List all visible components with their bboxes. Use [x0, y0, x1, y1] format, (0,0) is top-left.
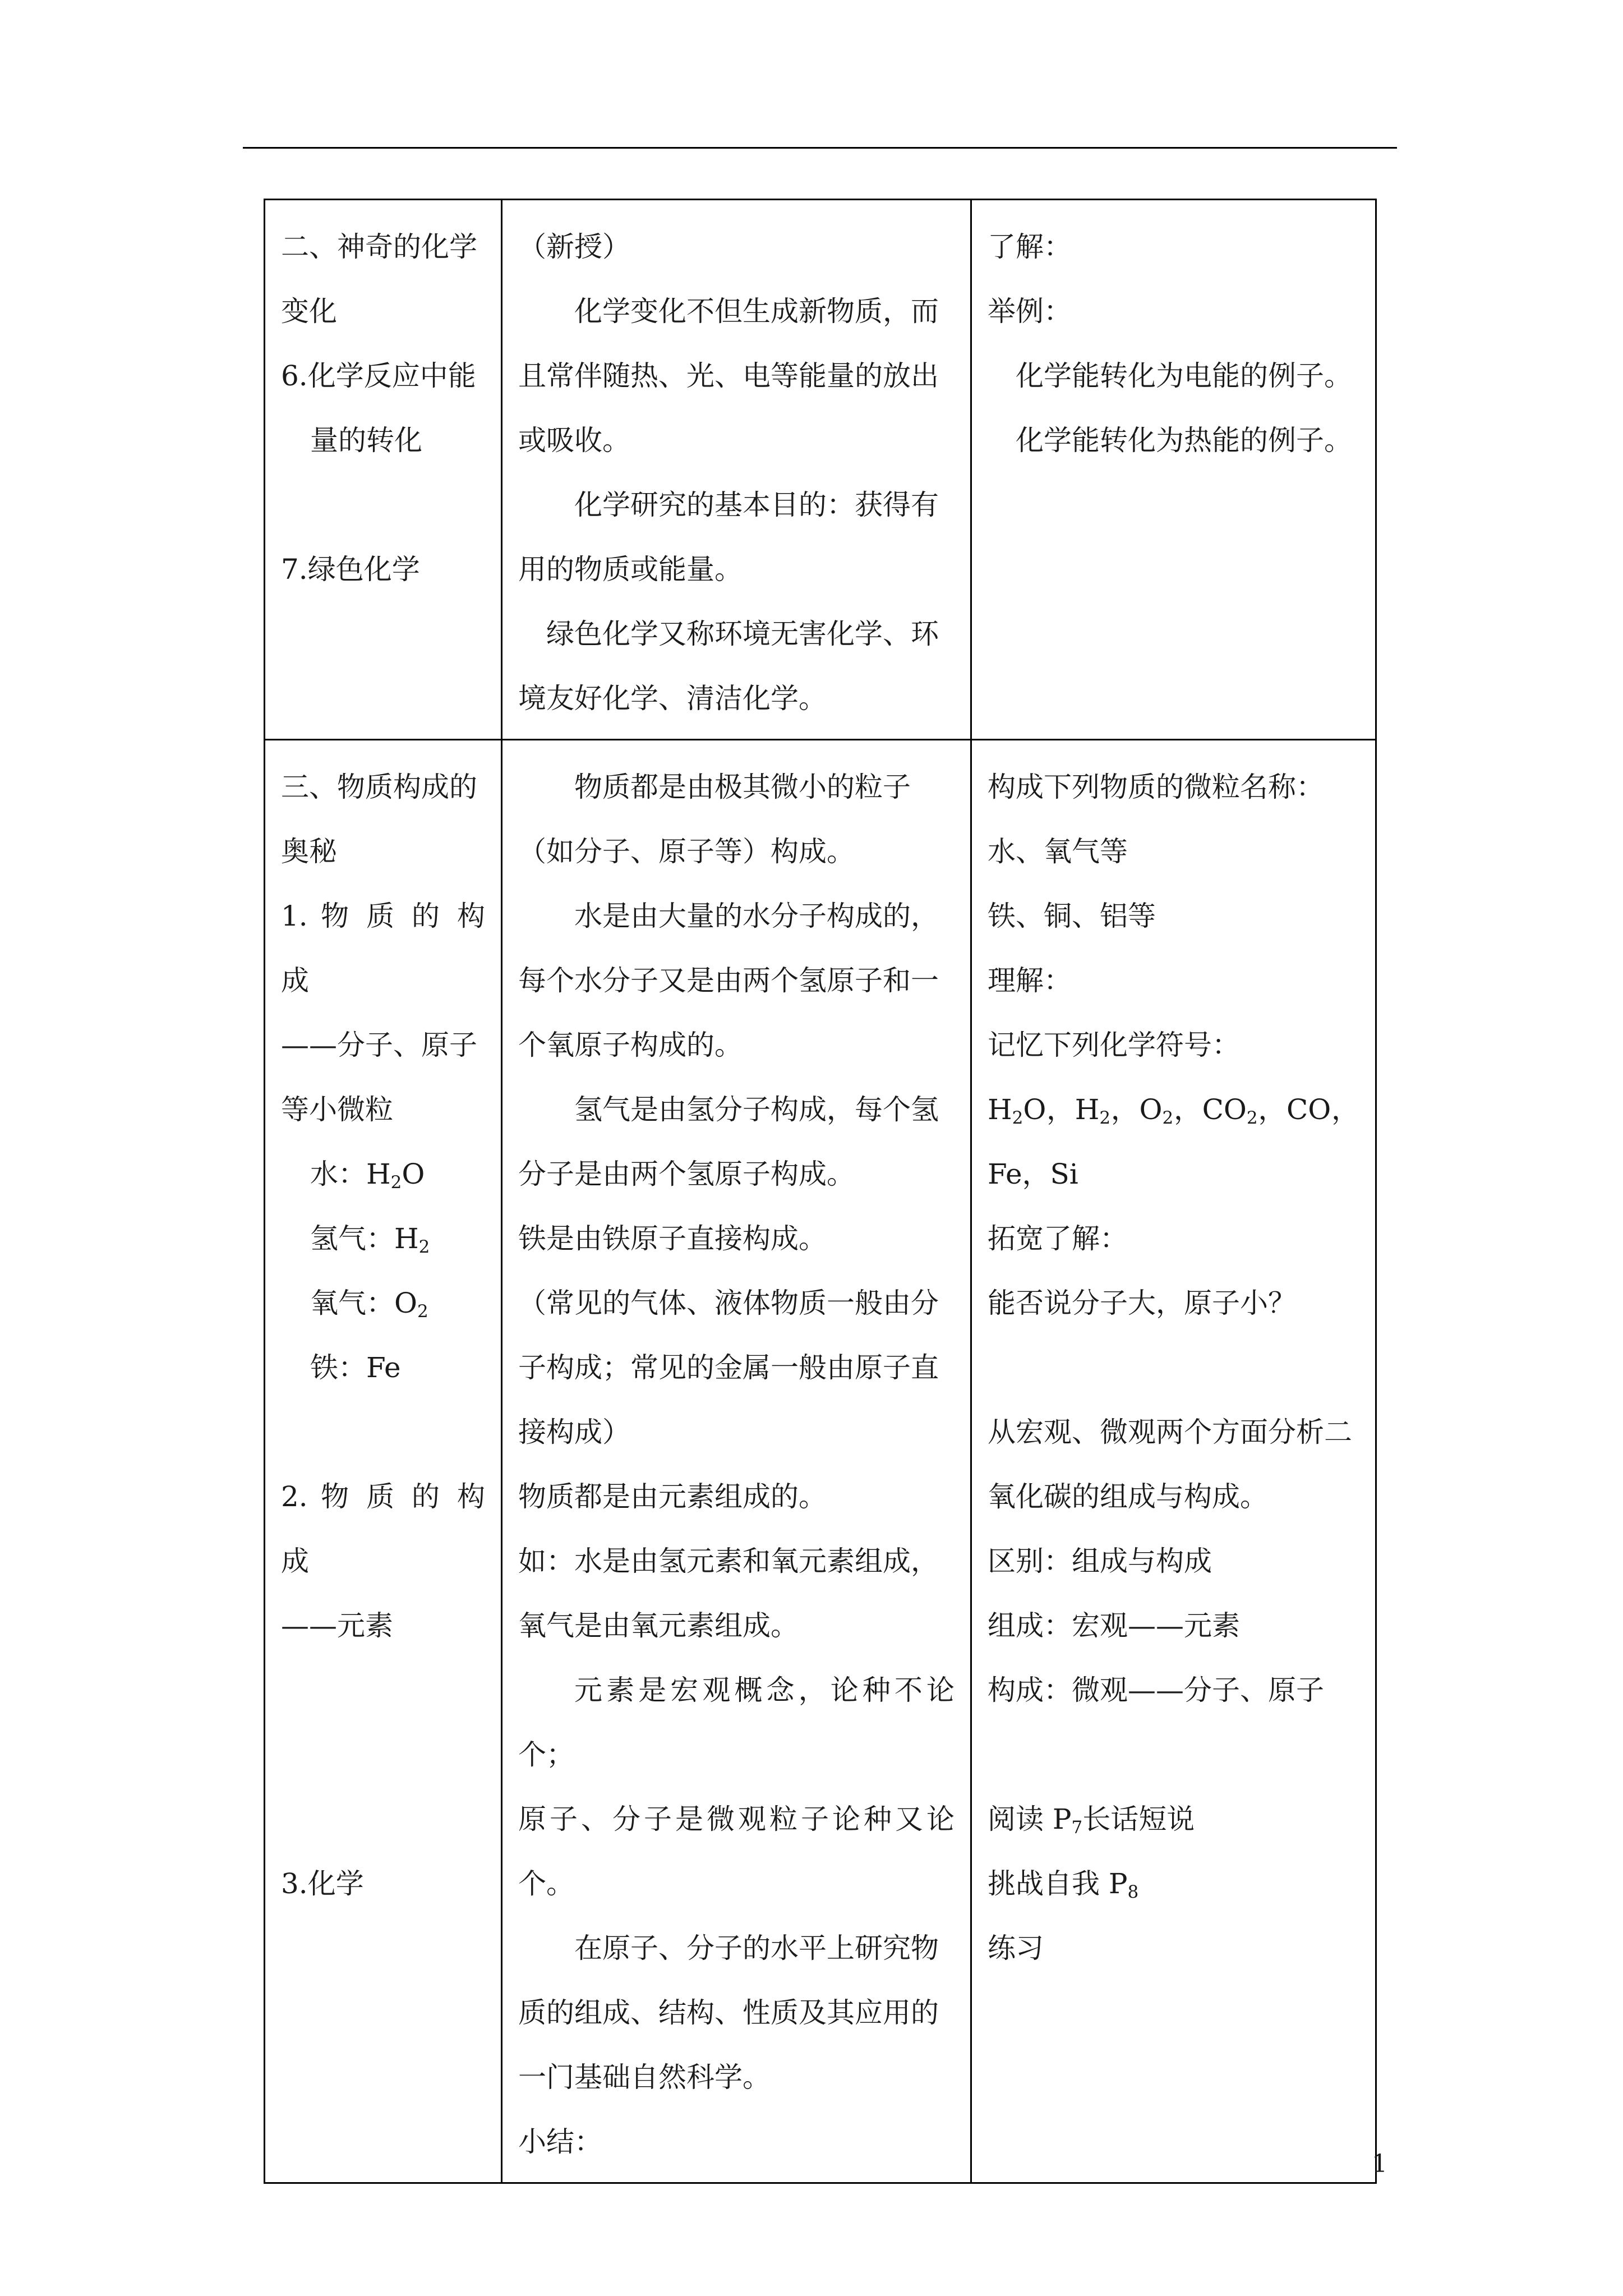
content-line: 或吸收。	[518, 424, 630, 457]
content-line: 一门基础自然科学。	[518, 2061, 771, 2093]
table-row	[265, 740, 1376, 2183]
activity-line: 理解：	[988, 964, 1072, 997]
topic-cell	[265, 740, 502, 2183]
reading-line	[988, 1787, 1359, 1852]
topic-line: 2. 物 质 的 构 成	[281, 1480, 494, 1577]
blank-line	[281, 473, 485, 537]
content-line: 氧气是由氧元素组成。	[518, 1609, 799, 1642]
reading-page-sub: 7	[1071, 1817, 1083, 1838]
oxygen-label: 氧气：	[310, 1287, 394, 1319]
content-line: 如：水是由氢元素和氧元素组成，	[518, 1545, 939, 1577]
topic-line: 等小微粒	[281, 1093, 393, 1126]
blank-line	[988, 1336, 1359, 1400]
content-line: 境友好化学、清洁化学。	[518, 682, 827, 715]
activity-line: 能否说分子大，原子小？	[988, 1287, 1296, 1319]
content-line: 元素是宏观概念，论种不论个；	[518, 1674, 955, 1771]
content-line: （新授）	[518, 231, 630, 263]
content-line: 水是由大量的水分子构成的，	[574, 900, 939, 932]
activity-line: 举例：	[988, 295, 1072, 328]
content-line: 子构成；常见的金属一般由原子直	[518, 1351, 939, 1384]
page-number: 1	[1372, 2150, 1387, 2178]
content-line: 在原子、分子的水平上研究物	[574, 1932, 939, 1964]
activity-line: 构成：微观——分子、原子	[988, 1674, 1324, 1706]
formula-oxygen: 氧气：$O_2$	[310, 1287, 428, 1322]
content-line: 接构成）	[518, 1416, 630, 1448]
activity-line: 区别：组成与构成	[988, 1545, 1212, 1577]
header-rule	[243, 147, 1397, 149]
content-line: 个氧原子构成的。	[518, 1029, 743, 1061]
formula-water: 水：$H_2O$	[310, 1158, 425, 1193]
activity-line: 铁、铜、铝等	[988, 900, 1156, 932]
challenge-prefix: 挑战自我 P	[988, 1867, 1128, 1900]
content-line: 铁是由铁原子直接构成。	[518, 1222, 827, 1255]
content-line: 化学研究的基本目的：获得有	[574, 489, 939, 521]
activity-line: 化学能转化为电能的例子。	[1016, 360, 1352, 392]
challenge-page-sub: 8	[1127, 1881, 1139, 1902]
content-line: 化学变化不但生成新物质，而	[574, 295, 939, 328]
content-line: 小结：	[518, 2125, 602, 2158]
blank-line	[988, 1723, 1359, 1787]
content-line: （常见的气体、液体物质一般由分	[518, 1287, 939, 1319]
formula-hydrogen: 氢气：$H_2$	[310, 1222, 430, 1257]
content-line: 原子、分子是微观粒子论种又论个。	[518, 1803, 955, 1900]
lesson-plan-table	[264, 199, 1377, 2184]
topic-line: ——分子、原子	[281, 1029, 477, 1061]
topic-line: 变化	[281, 295, 337, 328]
content-line: 每个水分子又是由两个氢原子和一	[518, 964, 939, 997]
content-cell	[502, 740, 971, 2183]
content-line: 物质都是由极其微小的粒子	[574, 771, 911, 803]
chemical-symbols-line: $H_2O$，$H_2$，$O_2$，$CO_2$，CO，Fe，Si	[988, 1093, 1360, 1190]
symbols-tail: ，Fe，Si	[988, 1093, 1360, 1190]
activity-line: 拓宽了解：	[988, 1222, 1128, 1255]
topic-line: ——元素	[281, 1609, 393, 1642]
activity-line: 水、氧气等	[988, 835, 1128, 868]
content-line: 分子是由两个氢原子构成。	[518, 1158, 855, 1190]
activity-line: 构成下列物质的微粒名称：	[988, 771, 1324, 803]
blank-line	[281, 1723, 485, 1787]
activity-line: 从宏观、微观两个方面分析二	[988, 1416, 1352, 1448]
content-line: （如分子、原子等）构成。	[518, 835, 855, 868]
topic-cell	[265, 200, 502, 740]
topic-line: 7.绿色化学	[281, 553, 420, 586]
activity-line: 练习	[988, 1932, 1044, 1964]
blank-line	[281, 1658, 485, 1723]
activity-line: 组成：宏观——元素	[988, 1609, 1240, 1642]
topic-line: 三、物质构成的	[281, 771, 477, 803]
table-row	[265, 200, 1376, 740]
activity-line: 记忆下列化学符号：	[988, 1029, 1240, 1061]
reading-suffix: 长话短说	[1082, 1803, 1195, 1835]
hydrogen-label: 氢气：	[310, 1222, 394, 1255]
topic-line: 6.化学反应中能	[281, 360, 476, 392]
content-line: 氢气是由氢分子构成，每个氢	[574, 1093, 939, 1126]
challenge-line	[988, 1852, 1359, 1916]
content-line: 绿色化学又称环境无害化学、环	[546, 618, 939, 650]
iron-label: 铁：	[310, 1351, 366, 1384]
water-label: 水：	[310, 1158, 366, 1190]
topic-line: 3.化学	[281, 1867, 364, 1900]
activity-line: 氧化碳的组成与构成。	[988, 1480, 1268, 1513]
blank-line	[281, 1787, 485, 1852]
activity-line: 化学能转化为热能的例子。	[1016, 424, 1352, 457]
blank-line	[281, 1400, 485, 1465]
content-cell	[502, 200, 971, 740]
formula-iron	[281, 1336, 485, 1400]
topic-line: 量的转化	[310, 424, 422, 457]
topic-line: 奥秘	[281, 835, 337, 868]
content-line: 物质都是由元素组成的。	[518, 1480, 827, 1513]
content-line: 质的组成、结构、性质及其应用的	[518, 1996, 939, 2029]
topic-line: 二、神奇的化学	[281, 231, 477, 263]
content-line: 用的物质或能量。	[518, 553, 743, 586]
activity-cell	[971, 740, 1376, 2183]
iron-symbol: Fe	[366, 1351, 401, 1384]
reading-prefix: 阅读 P	[988, 1803, 1072, 1835]
content-line: 且常伴随热、光、电等能量的放出	[518, 360, 939, 392]
activity-cell	[971, 200, 1376, 740]
topic-line: 1. 物 质 的 构 成	[281, 900, 494, 997]
activity-line: 了解：	[988, 231, 1072, 263]
